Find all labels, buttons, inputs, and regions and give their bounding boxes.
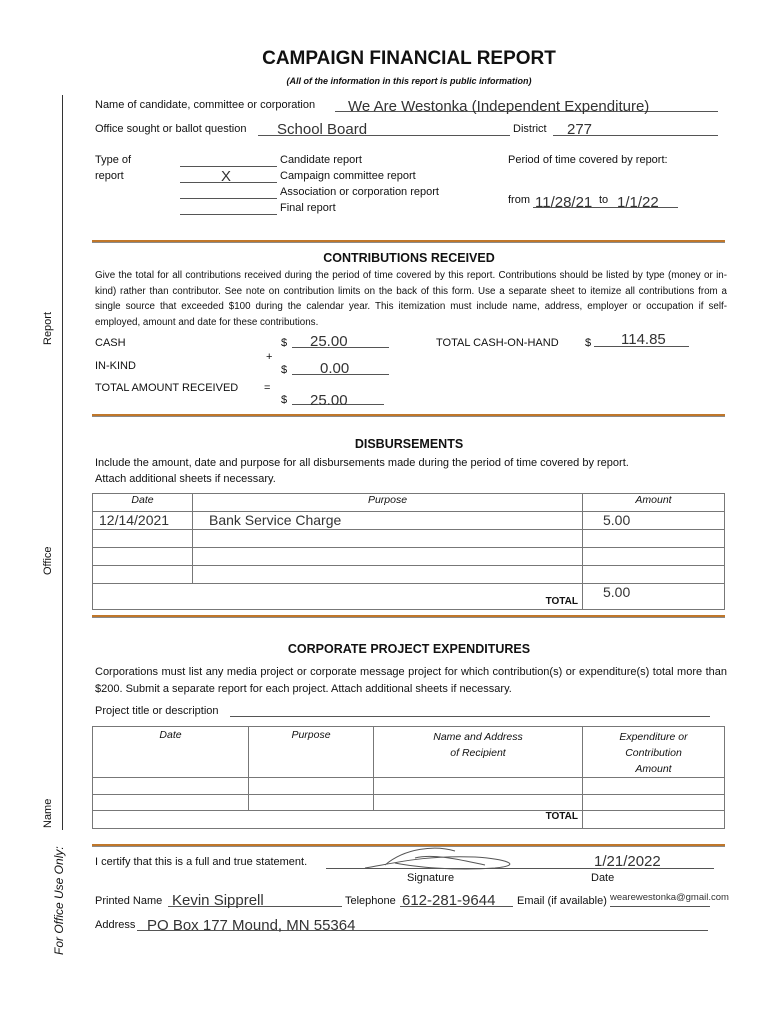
total-received-label: TOTAL AMOUNT RECEIVED <box>95 382 239 394</box>
type-label: Type of <box>95 154 132 166</box>
name-label: Name of candidate, committee or corporation <box>95 99 316 111</box>
signature-label: Signature <box>407 872 455 884</box>
project-field[interactable] <box>230 704 710 717</box>
signature-image <box>355 843 525 873</box>
section-divider <box>92 240 725 243</box>
disbursements-text-2: Attach additional sheets if necessary. <box>95 473 276 485</box>
page-title: CAMPAIGN FINANCIAL REPORT <box>262 48 556 69</box>
from-label: from <box>508 194 530 206</box>
disbursements-table: Date Purpose Amount 12/14/2021 Bank Service Charge 5.00 TOTAL 5.00 <box>92 493 725 610</box>
corporate-table: Date Purpose Name and Address of Recipient Expenditure or Contribution Amount TOTAL <box>92 726 725 829</box>
office-label: Office sought or ballot question <box>95 123 247 135</box>
cash-label: CASH <box>95 337 126 349</box>
left-margin-line <box>62 95 63 830</box>
to-label: to <box>599 194 609 206</box>
corporate-total-field[interactable] <box>583 811 725 829</box>
type-mark: X <box>221 168 232 185</box>
disbursements-heading: DISBURSEMENTS <box>354 437 464 451</box>
cash-field[interactable]: 25.00 <box>310 333 348 350</box>
table-row <box>93 795 725 811</box>
corporate-heading: CORPORATE PROJECT EXPENDITURES <box>287 642 531 656</box>
address-field[interactable]: PO Box 177 Mound, MN 55364 <box>147 917 356 934</box>
side-label-office: Office <box>42 546 54 575</box>
telephone-label: Telephone <box>345 895 396 907</box>
email-label: Email (if available) <box>517 895 607 907</box>
side-label-name: Name <box>42 798 54 828</box>
printed-name-field[interactable]: Kevin Sipprell <box>172 892 264 909</box>
office-field[interactable]: School Board <box>277 121 368 138</box>
from-field[interactable]: 11/28/21 <box>535 194 593 211</box>
project-label: Project title or description <box>95 705 219 717</box>
table-row <box>93 530 725 548</box>
page-subtitle: (All of the information in this report is public information) <box>286 76 532 86</box>
side-label-report: Report <box>42 311 54 345</box>
contributions-text: Give the total for all contributions received during the period of time covered by this report. Contributions should be listed by type (money or in-kind) rather than contributor. See note on contribution limits on the back of this form. Use a separate sheet to itemize all contributions from a single source that exceeded $100 during the calendar year. This itemization must include name, address, employer or occupation if self-employed, amount and date for these contributions. <box>95 270 727 328</box>
cash-on-hand-field[interactable]: 114.85 <box>621 331 666 348</box>
printed-name-label: Printed Name <box>95 895 163 907</box>
cash-on-hand-label: TOTAL CASH-ON-HAND <box>436 337 559 349</box>
corporate-text: Corporations must list any media project or corporate message project for which contribution(s) or expenditure(s) total more than $200. Submit a separate report for each project. Attach additional sheets if necessary. <box>95 666 727 695</box>
table-row: 12/14/2021 Bank Service Charge 5.00 <box>93 512 725 530</box>
address-label: Address <box>95 919 136 931</box>
total-received-field[interactable]: 25.00 <box>310 392 348 409</box>
name-field[interactable]: We Are Westonka (Independent Expenditure) <box>348 98 650 115</box>
table-row <box>93 566 725 584</box>
corporate-total-label: TOTAL <box>374 811 583 829</box>
disbursements-text: Include the amount, date and purpose for all disbursements made during the period of time covered by report. <box>95 457 629 469</box>
to-field[interactable]: 1/1/22 <box>617 194 659 211</box>
date-label: Date <box>591 872 615 884</box>
office-use-label: For Office Use Only: <box>52 846 66 955</box>
section-divider <box>92 414 725 417</box>
contributions-heading: CONTRIBUTIONS RECEIVED <box>323 251 495 265</box>
type-label-2: report <box>95 170 124 182</box>
period-label: Period of time covered by report: <box>508 154 668 166</box>
email-field[interactable]: wearewestonka@gmail.com <box>610 892 729 903</box>
total-field[interactable]: 5.00 <box>583 584 725 610</box>
table-row <box>93 778 725 795</box>
total-label: TOTAL <box>193 584 583 610</box>
district-field[interactable]: 277 <box>567 121 593 138</box>
telephone-field[interactable]: 612-281-9644 <box>402 892 496 909</box>
district-label: District <box>513 123 547 135</box>
date-field[interactable]: 1/21/2022 <box>594 853 661 870</box>
section-divider <box>92 615 725 618</box>
inkind-field[interactable]: 0.00 <box>320 360 350 377</box>
inkind-label: IN-KIND <box>95 360 136 372</box>
certify-statement: I certify that this is a full and true statement. <box>95 856 308 868</box>
table-row <box>93 548 725 566</box>
